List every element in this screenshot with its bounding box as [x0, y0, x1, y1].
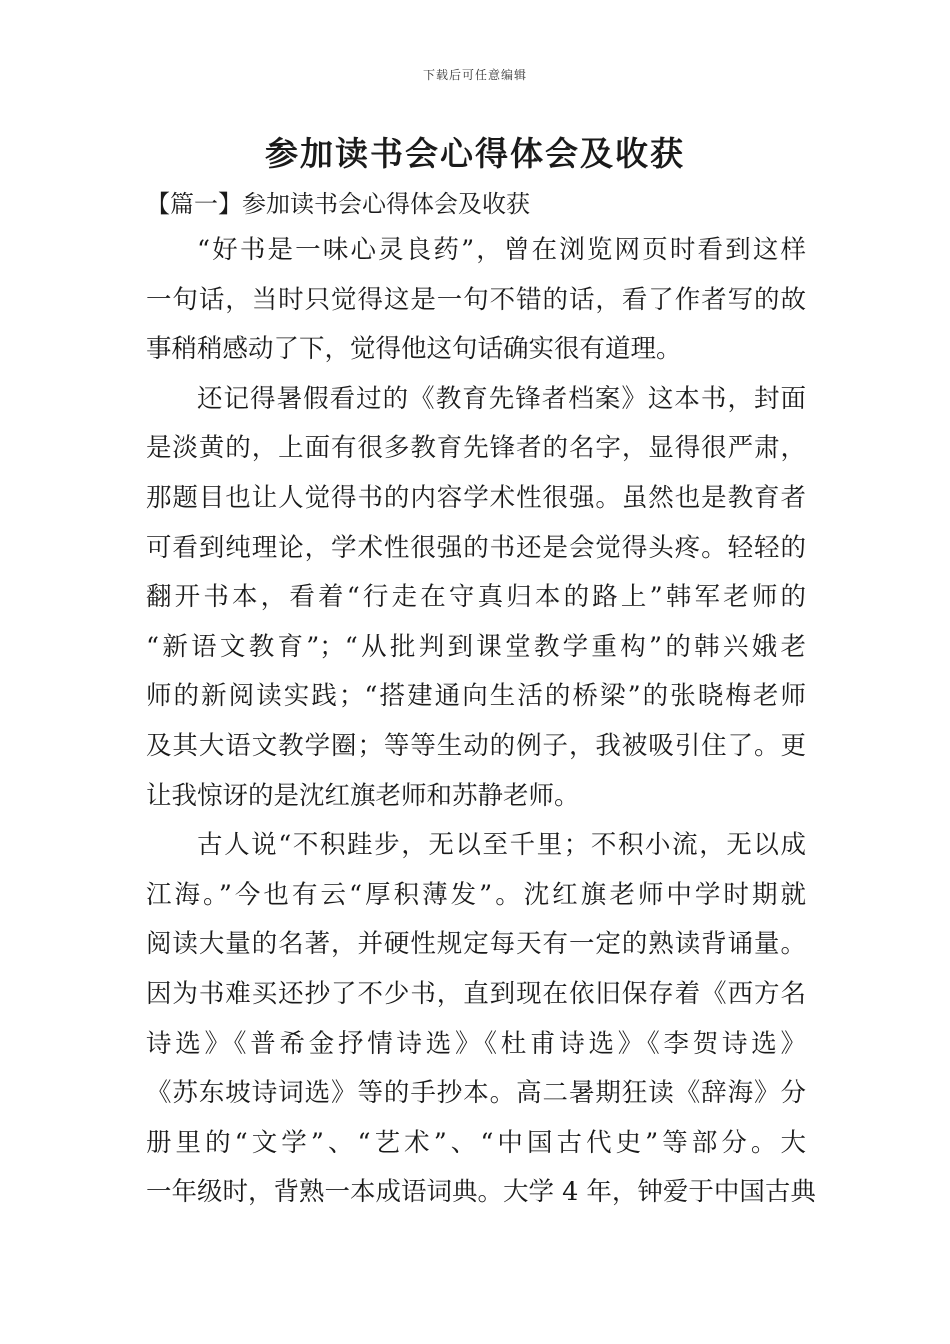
paragraph-3-line-5: 诗选》《普希金抒情诗选》《杜甫诗选》《李贺诗选》	[146, 1028, 806, 1059]
paragraph-2-line-2: 是淡黄的，上面有很多教育先锋者的名字，显得很严肃，	[146, 433, 806, 464]
body-text	[146, 226, 816, 1218]
paragraph-3-line-8: 一年级时，背熟一本成语词典。大学 4 年，钟爱于中国古典	[146, 1177, 816, 1208]
paragraph-2-line-4: 可看到纯理论，学术性很强的书还是会觉得头疼。轻轻的	[146, 532, 806, 563]
paragraph-3-line-3: 阅读大量的名著，并硬性规定每天有一定的熟读背诵量。	[146, 929, 806, 960]
paragraph-2-line-9: 让我惊讶的是沈红旗老师和苏静老师。	[146, 780, 580, 811]
paragraph-3-line-1: 古人说“不积跬步，无以至千里；不积小流，无以成	[197, 830, 806, 861]
paragraph-3-line-6: 《苏东坡诗词选》等的手抄本。高二暑期狂读《辞海》分	[146, 1078, 806, 1109]
document-title: 参加读书会心得体会及收获	[265, 134, 685, 173]
paragraph-1-line-2: 一句话，当时只觉得这是一句不错的话，看了作者写的故	[146, 284, 806, 315]
paragraph-3-line-4: 因为书难买还抄了不少书，直到现在依旧保存着《西方名	[146, 978, 806, 1009]
paragraph-1-line-3: 事稍稍感动了下，觉得他这句话确实很有道理。	[146, 334, 682, 365]
paragraph-2-line-8: 及其大语文教学圈；等等生动的例子，我被吸引住了。更	[146, 730, 806, 761]
paragraph-2-line-5: 翻开书本，看着“行走在守真归本的路上”韩军老师的	[146, 582, 806, 613]
paragraph-1-line-1: “好书是一味心灵良药”，曾在浏览网页时看到这样	[197, 235, 806, 265]
paragraph-2-line-3: 那题目也让人觉得书的内容学术性很强。虽然也是教育者	[146, 482, 806, 513]
section-heading: 【篇一】参加读书会心得体会及收获	[146, 190, 530, 218]
paragraph-3-line-2: 江海。”今也有云“厚积薄发”。沈红旗老师中学时期就	[146, 879, 806, 910]
paragraph-2-line-1: 还记得暑假看过的《教育先锋者档案》这本书，封面	[197, 383, 806, 414]
paragraph-2-line-6: “新语文教育”；“从批判到课堂教学重构”的韩兴娥老	[146, 631, 806, 662]
header-note: 下载后可任意编辑	[422, 68, 527, 82]
paragraph-2-line-7: 师的新阅读实践；“搭建通向生活的桥梁”的张晓梅老师	[146, 681, 806, 712]
paragraph-3-line-7: 册里的“文学”、“艺术”、“中国古代史”等部分。大	[146, 1127, 806, 1158]
